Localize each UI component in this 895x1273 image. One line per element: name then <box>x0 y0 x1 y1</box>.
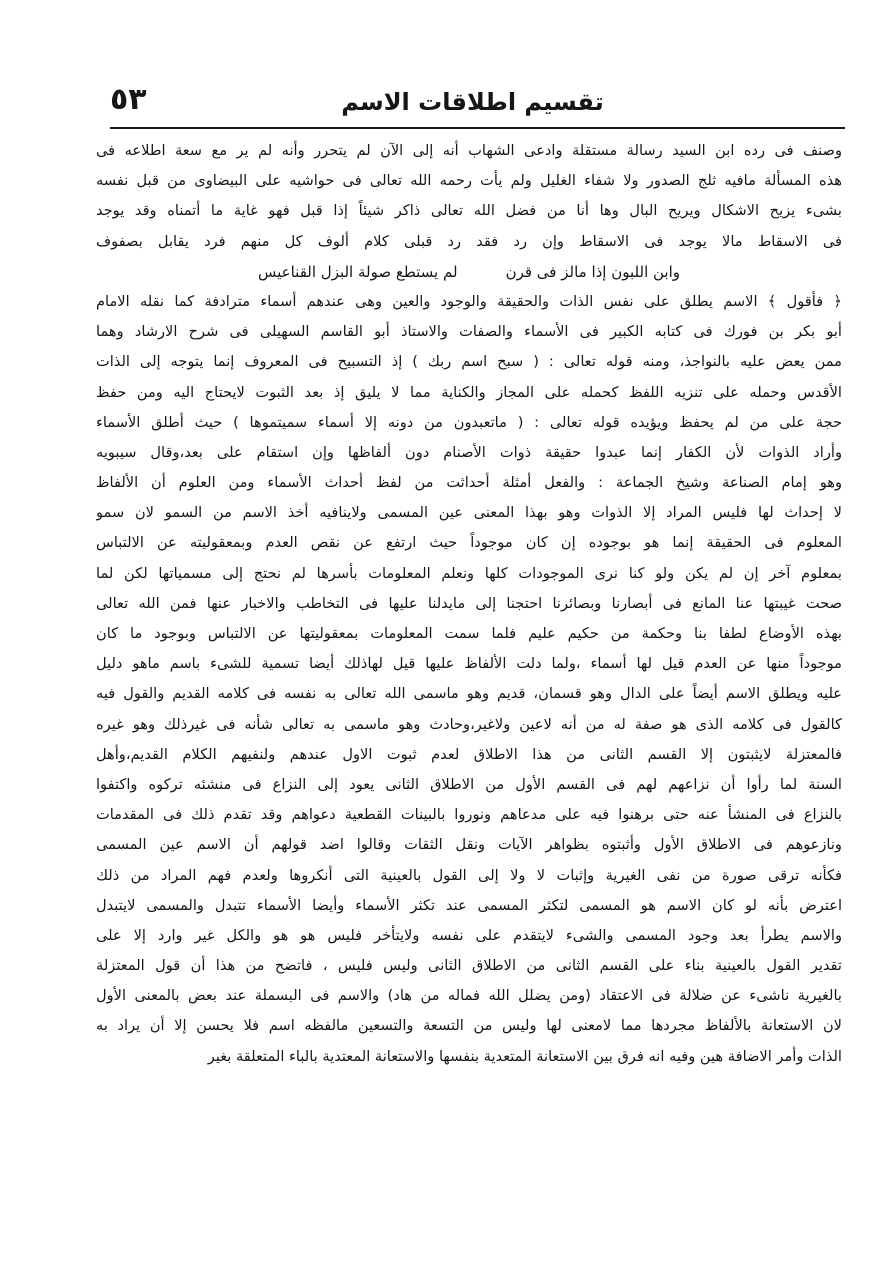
text-line: ونازعوهم فى الاطلاق الأول وأثبتوه بظواهر الآيات ونقل الثقات وقالوا اضد قولهم أن الاسم عين المسمى <box>96 836 842 854</box>
text-line: بالغيرية ناشىء عن ضلالة فى الاعتقاد (ومن يضلل الله فماله من هاد) والاسم فى البسملة عند بعض بالمعنى الأول <box>96 987 842 1005</box>
text-line: الأقدس وحمله على تنزيه اللفظ كحمله على المجاز والكناية مما لا يليق إذ بعد الثبوت لايحتاج اليه ومن حفظ <box>96 383 842 401</box>
text-line: فالمعتزلة لايثبتون إلا القسم الثانى من هذا الاطلاق لعدم ثبوت الاول عندهم ولنفيهم الكلام القديم،وأهل <box>96 745 842 763</box>
header-rule <box>110 127 845 129</box>
running-title: تقسيم اطلاقات الاسم <box>341 88 604 116</box>
text-line: تقدير القول بالعينية بناء على القسم الثانى من الاطلاق الثانى وليس فليس ، فاتضح من هذا أن قول المعتزلة <box>96 957 842 975</box>
text-line: موجوداً منها عن العدم قيل لها أسماء ،ولما دلت الألفاظ عليها قيل لهاذلك أيضا تسمية للشىء باسم ماهو دليل <box>96 655 842 673</box>
text-line: السنة لما رأوا أن نزاعهم لهم فى القسم الأول من الاطلاق الثانى يعود إلى النزاع فى منشئه تركوه واكتفوا <box>96 775 842 793</box>
text-line: حجة على من لم يحفظ ويؤيده قوله تعالى : ( ماتعبدون من دونه إلا أسماء سميتموها ) حيث أطلق الأسماء <box>96 413 842 431</box>
text-line: بالنزاع فى المنشأ عنه حتى برهنوا فيه على مدعاهم ونوروا بالبينات القطعية دعواهم وقد تقدم ذلك فى المقدمات <box>96 806 842 824</box>
text-line: وأراد الذوات لأن الكفار إنما عبدوا حقيقة ذوات الأصنام دون ألفاظها وإن استقام على بعد،وقال سيبويه <box>96 443 842 461</box>
page-number: ٥٣ <box>110 82 147 117</box>
text-line: صحت غيبتها عنا المانع فى أبصارنا وبصائرنا احتجنا إلى مايدلنا عليها فى التخاطب والاخبار عنها فمن الله تعالى <box>96 594 842 612</box>
verse-hemistich-second: لم يستطع صولة البزل القناعيس <box>258 262 458 281</box>
page-body <box>96 136 842 1072</box>
poetry-verse <box>96 257 842 287</box>
text-line: ممن يعض عليه بالنواجذ، ومنه قوله تعالى : ( سبح اسم ربك ) إذ التسبيح فى المعروف إنما يتوجه إلى الذات <box>96 353 842 371</box>
text-line: بشىء يزيح الاشكال ويريح البال وها أنا من فضل الله تعالى ذاكر شيئاً إذا قبل فهو غاية ما أتمناه وقد يوجد <box>96 202 842 220</box>
text-line: كالقول فى كلامه الذى هو صفة له من أنه لاعين ولاغير،وحادث وهو ماسمى به تعالى شأنه فى غيرذلك وهو غيره <box>96 715 842 733</box>
text-line: اعترض بأنه لو كان الاسم هو المسمى لتكثر المسمى عند تكثر الأسماء وأيضا الأسماء تتبدل والمسمى لايتبدل <box>96 896 842 914</box>
text-line: عليه ويطلق الاسم أيضاً على الدال وهو قسمان، قديم وهو ماسمى الله تعالى به نفسه فى كلامه القديم والقول فيه <box>96 685 842 703</box>
text-line: هذه المسألة مافيه ثلج الصدور ولا شفاء الغليل ولم يأت رحمه الله تعالى فى حواشيه على البيضاوى من قبل نفسه <box>96 172 842 190</box>
text-line: فكأنه ترقى صورة من نفى الغيرية وإثبات لا ولا إلى القول بالعينية التى أنكروها ولعدم فهم المراد من ذلك <box>96 866 842 884</box>
text-line: وهو إمام الصناعة وشيخ الجماعة : والفعل أمثلة أحداثت من لفظ أحداث الأسماء ومن العلوم أن الألفاظ <box>96 474 842 492</box>
text-line: لا إحداث لها فليس المراد إلا الذوات وهو بهذا المعنى عين المسمى ولاينافيه أخذ الاسم من السمو لان سمو <box>96 504 842 522</box>
text-line: لان الاستعانة بالألفاظ مجردها مما لامعنى لها وليس من التسعة والتسعين مالفظه اسم فلا يحسن إلا أن يراد به <box>96 1017 842 1035</box>
text-line: وصنف فى رده ابن السيد رسالة مستقلة وادعى الشهاب أنه إلى الآن لم يتحرر وأنه لم ير مع سعة اطلاعه فى <box>96 142 842 159</box>
text-line: المعلوم فى الحقيقة إنما هو بوجوده إن كان موجوداً حيث ارتفع عن نقص العدم وبمعقوليته عن الالتباس <box>96 534 842 552</box>
verse-hemistich-first: وابن اللبون إذا مالز فى قرن <box>505 262 681 281</box>
text-line: الذات وأمر الاضافة هين وفيه انه فرق بين الاستعانة المتعدية بنفسها والاستعانة المعتدية بالباء المتعلقة بغير <box>207 1047 842 1065</box>
text-line: ﴿ فأقول ﴾ الاسم يطلق على نفس الذات والحقيقة والوجود والعين وهى عندهم أسماء مترادفة كما نقله الامام <box>96 292 842 310</box>
text-line: أبو بكر بن فورك فى كتابه الكبير فى الأسماء والصفات والاستاذ أبو القاسم السهيلى فى شرح الارشاد وهما <box>96 323 842 341</box>
text-line: بمعلوم آخر إن لم يكن ولو كنا نرى الموجودات كلها ونعلم المعلومات بأسرها لم نحتج إلى مسمياتها لكن لما <box>96 564 842 582</box>
text-line: والاسم يطرأ بعد وجود المسمى والشىء لايتقدم على نفسه ولايتأخر فليس هو هو والكل غير وارد إلا على <box>96 926 842 944</box>
text-line: فى الاسقاط مالا يوجد فى الاسقاط وإن رد فقد رد قبلى كلام ألوف كل منهم فرد يقابل بصفوف <box>96 232 842 250</box>
page-header <box>100 84 845 128</box>
text-line: بهذه الأوضاع لطفا بنا وحكمة من حكيم عليم فلما سمت المعلومات بمعقوليتها عن الالتباس وبوجود ما كان <box>96 625 842 642</box>
